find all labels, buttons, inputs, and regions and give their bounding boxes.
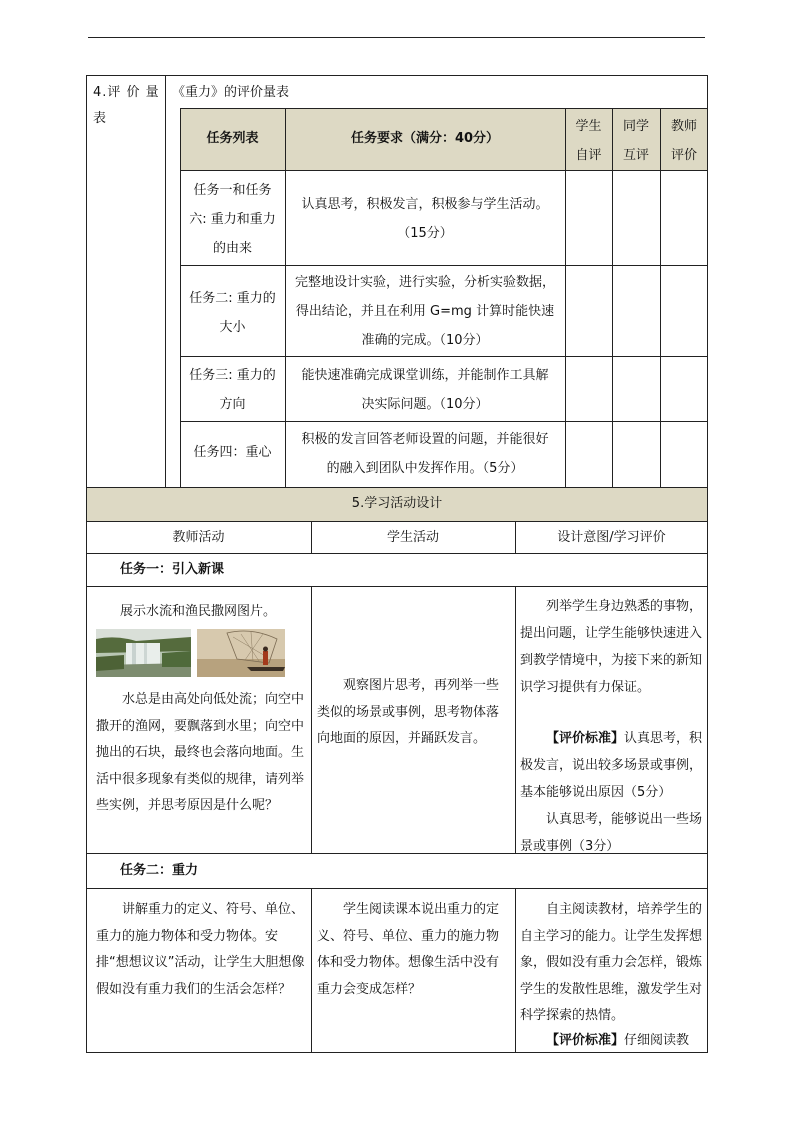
waterfall-image	[96, 629, 191, 677]
task-row-1: 任务一和任务 六: 重力和重力 的由来	[189, 183, 276, 256]
task2-eval-text: 仔细阅读教	[624, 1033, 690, 1048]
task1-eval-2: 认真思考，能够说出一些场景或事例（3分）	[520, 812, 703, 854]
task1-eval-text: 认真思考，积极发言，说出较多场景或事例，基本能够说出原因（5分）	[520, 731, 703, 800]
task2-intent: 自主阅读教材，培养学生的自主学习的能力。让学生发挥想象，假如没有重力会怎样，锻炼学生的发散性思维，激发学生对科学探索的热情。	[520, 902, 703, 1023]
col-intent: 设计意图/学习评价	[557, 530, 666, 545]
col-student: 学生活动	[386, 530, 439, 545]
header-tasks: 任务列表	[206, 131, 259, 146]
t1-vline-a	[311, 587, 312, 854]
header-teacher-eval: 教师 评价	[670, 119, 697, 163]
header-rule	[88, 37, 705, 38]
task2-eval-label: 【评价标准】	[546, 1033, 625, 1048]
design-title: 5.学习活动设计	[351, 496, 443, 511]
task2-eval	[520, 1028, 704, 1054]
header-requirements: 任务要求（满分：40分）	[350, 131, 500, 146]
inner-hline-3	[180, 421, 708, 422]
req-row-3: 能快速准确完成课堂训练，并能制作工具解 决实际问题。（10分）	[301, 368, 549, 412]
header-peer-eval: 同学 互评	[622, 119, 649, 163]
col-teacher: 教师活动	[172, 530, 225, 545]
req-row-4: 积极的发言回答老师设置的问题，并能很好 的融入到团队中发挥作用。（5分）	[301, 432, 549, 476]
task1-eval	[520, 725, 704, 806]
inner-hline-1	[180, 265, 708, 266]
eval-label-cell	[86, 75, 166, 487]
task1-student: 观察图片思考，再列举一些类似的场景或事例，思考物体落向地面的原因，并踊跃发言。	[317, 678, 500, 746]
task1-title: 任务一：引入新课	[120, 562, 225, 577]
t2-vline-a	[311, 889, 312, 1053]
eval-title: 《重力》的评价量表	[172, 85, 290, 100]
header-self-eval: 学生 自评	[575, 119, 602, 163]
task2-title: 任务二：重力	[120, 863, 199, 878]
inner-hline-2	[180, 356, 708, 357]
task1-teacher-body: 水总是由高处向低处流；向空中撒开的渔网，要飘落到水里；向空中抛出的石块，最终也会落向地面。生活中很多现象有类似的规律，请列举些实例，并思考原因是什么呢？	[96, 692, 305, 813]
t2-vline-b	[515, 889, 516, 1053]
req-row-1: 认真思考，积极发言，积极参与学生活动。 （15分）	[301, 197, 549, 241]
task1-eval-label: 【评价标准】	[546, 731, 625, 746]
req-row-2: 完整地设计实验，进行实验，分析实验数据， 得出结论，并且在利用 G=mg 计算时能快速 准确的完成。（10分）	[294, 275, 555, 348]
task2-teacher: 讲解重力的定义、符号、单位、重力的施力物体和受力物体。安排“想想议议”活动，让学生大胆想像假如没有重力我们的生活会怎样？	[96, 902, 305, 997]
task-row-3: 任务三: 重力的 方向	[189, 368, 276, 412]
task-row-4: 任务四：重心	[193, 445, 272, 460]
task-row-2: 任务二: 重力的 大小	[189, 291, 276, 335]
task1-teacher-top: 展示水流和渔民撒网图片。	[120, 604, 277, 619]
t1-vline-b	[515, 587, 516, 854]
fisherman-net-image	[197, 629, 285, 677]
eval-label: 4.评 价 量 表	[93, 85, 160, 126]
task2-student: 学生阅读课本说出重力的定义、符号、单位、重力的施力物体和受力物体。想像生活中没有重力会变成怎样？	[317, 902, 500, 997]
task1-intent: 列举学生身边熟悉的事物，提出问题，让学生能够快速进入到教学情境中，为接下来的新知识学习提供有力保证。	[520, 599, 703, 695]
